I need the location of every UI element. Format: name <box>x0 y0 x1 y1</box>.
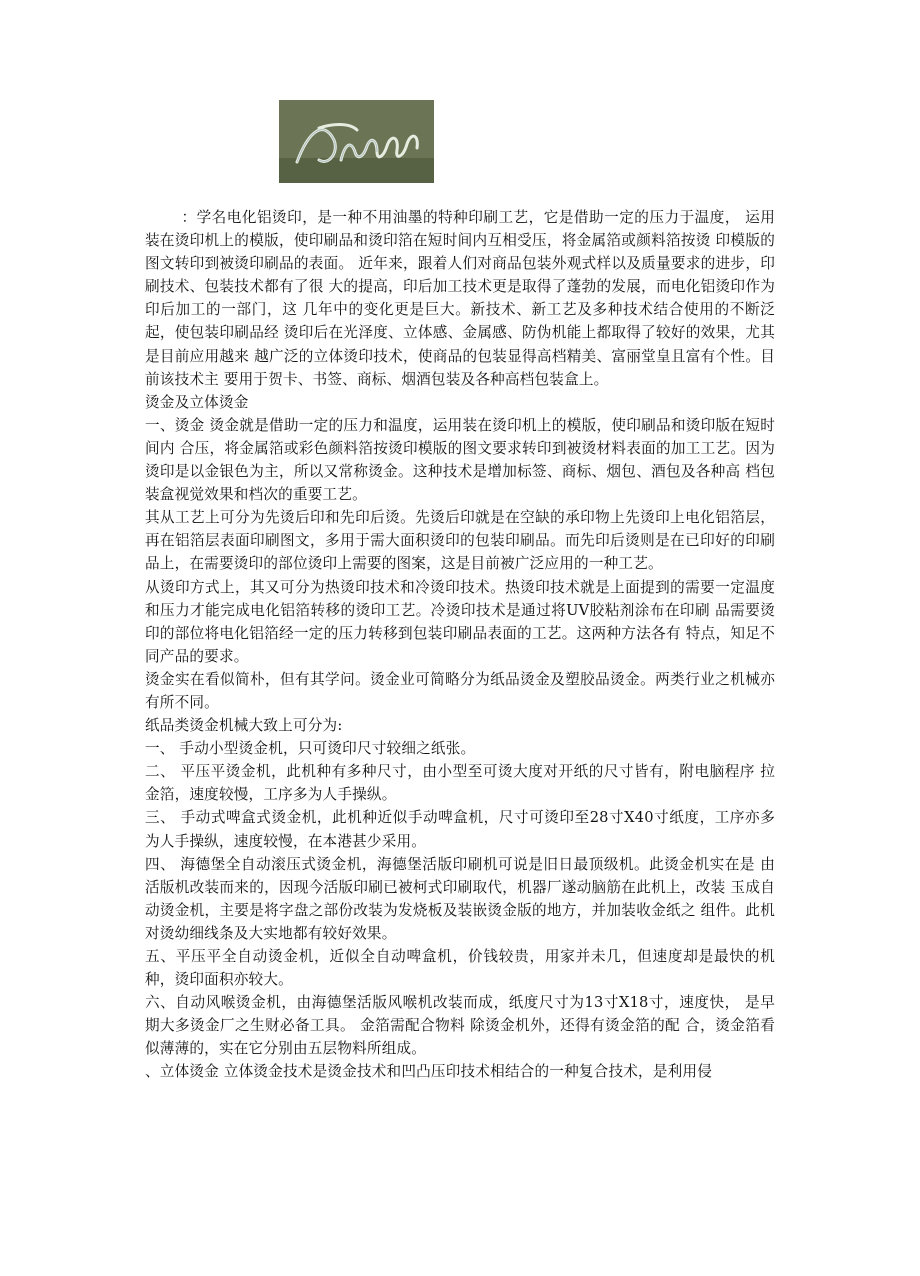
intro-paragraph: ：学名电化铝烫印，是一种不用油墨的特种印刷工艺，它是借助一定的压力于温度， 运用装在烫印机上的模版，使印刷品和烫印箔在短时间内互相受压，将金属箔或颜料箔按烫 印模版的图文转印到被烫印刷品的表面。 近年来，跟着人们对商品包装外观式样以及质量要求的进步，印刷技术、包装技术都有了很 大的提高，印后加工技术更是取得了蓬勃的发展，而电化铝烫印作为印后加工的一部门，这 几年中的变化更是巨大。新技术、新工艺及多种技术结合使用的不断泛起，使包装印刷品经 烫印后在光泽度、立体感、金属感、防伪机能上都取得了较好的效果，尤其是目前应用越来 越广泛的立体烫印技术，使商品的包装显得高档精美、富丽堂皇且富有个性。目前该技术主 要用于贺卡、书签、商标、烟酒包装及各种高档包装盒上。 <box>145 209 775 388</box>
paragraph: 纸品类烫金机械大致上可分为: <box>145 717 343 735</box>
foil-script-image <box>279 100 434 183</box>
paragraph: 从烫印方式上，其又可分为热烫印技术和冷烫印技术。热烫印技术就是上面提到的需要一定温度和压力才能完成电化铝箔转移的烫印工艺。冷烫印技术是通过将UV胶粘剂涂布在印刷 品需要烫印的部位将电化铝箔经一定的压力转移到包装印刷品表面的工艺。这两种方法各有 特点，知足不同产品的要求。 <box>145 578 775 665</box>
paragraph: 一、烫金 烫金就是借助一定的压力和温度，运用装在烫印机上的模版，使印刷品和烫印版在短时间内 合压，将金属箔或彩色颜料箔按烫印模版的图文要求转印到被烫材料表面的加工工艺。因为 烫印是以金银色为主，所以又常称烫金。这种技术是增加标签、商标、烟包、酒包及各种高 档包装盒视觉效果和档次的重要工艺。 <box>145 416 775 504</box>
paragraph: 、立体烫金 立体烫金技术是烫金技术和凹凸压印技术相结合的一种复合技术，是利用侵 <box>145 1063 713 1081</box>
paragraph: 其从工艺上可分为先烫后印和先印后烫。先烫后印就是在空缺的承印物上先烫印上电化铝箔层，再在铝箔层表面印刷图文，多用于需大面积烫印的包装印刷品。而先印后烫则是在已印好的印刷品上，在需要烫印的部位烫印上需要的图案，这是目前被广泛应用的一种工艺。 <box>145 509 775 573</box>
foil-stamping-photo <box>279 100 434 183</box>
list-item: 三、 手动式啤盒式烫金机，此机种近似手动啤盒机，尺寸可烫印至28寸X40寸纸度，工序亦多为人手操纵，速度较慢，在本港甚少采用。 <box>145 809 775 850</box>
article-body <box>145 206 775 1084</box>
list-item: 四、 海德堡全自动滚压式烫金机，海德堡活版印刷机可说是旧日最顶级机。此烫金机实在是 由活版机改装而来的，因现今活版印刷已被柯式印刷取代，机器厂遂动脑筋在此机上，改装 玉成自动烫金机，主要是将字盘之部份改装为发烧板及装嵌烫金版的地方，并加装收金纸之 组件。此机对烫幼细线条及大实地都有较好效果。 <box>145 855 775 942</box>
list-item: 一、 手动小型烫金机，只可烫印尺寸较细之纸张。 <box>145 740 476 758</box>
list-item: 六、自动风喉烫金机，由海德堡活版风喉机改装而成，纸度尺寸为13寸X18寸，速度快， 是早期大多烫金厂之生财必备工具。 金箔需配合物料 除烫金机外，还得有烫金箔的配 合，烫金箔看似薄薄的，实在它分别由五层物料所组成。 <box>145 994 775 1058</box>
section-heading: 烫金及立体烫金 <box>145 393 249 411</box>
list-item: 二、 平压平烫金机，此机种有多种尺寸，由小型至可烫大度对开纸的尺寸皆有，附电脑程序 拉金箔，速度较慢，工序多为人手操纵。 <box>145 763 775 804</box>
list-item: 五、平压平全自动烫金机，近似全自动啤盒机，价钱较贵，用家并未几，但速度却是最快的机种，烫印面积亦较大。 <box>145 948 775 989</box>
paragraph: 烫金实在看似简朴，但有其学问。烫金业可简略分为纸品烫金及塑胶品烫金。两类行业之机械亦有所不同。 <box>145 670 775 711</box>
